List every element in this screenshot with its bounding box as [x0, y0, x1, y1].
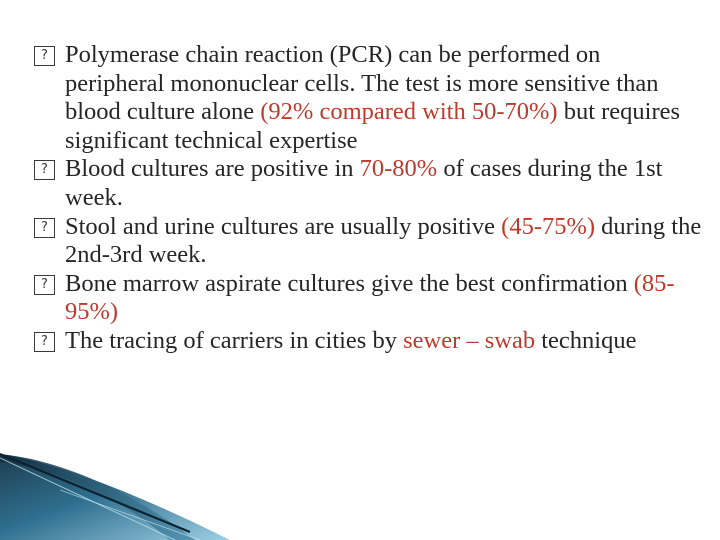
text-segment: Polymerase chain reaction (PCR) can be performed on peripheral mononuclear cells. The test is more sensitive than blood culture alone: [65, 41, 659, 126]
text-segment: Blood cultures are positive in: [65, 155, 360, 183]
corner-wave-decoration: [0, 450, 720, 540]
text-segment: of cases during the 1st week.: [65, 155, 663, 211]
bullet-item-stool-urine: [34, 213, 704, 270]
text-segment: Stool and urine cultures are usually positive: [65, 212, 502, 240]
highlighted-percentage: (45-75%): [501, 212, 596, 240]
bullet-item-bone-marrow: [34, 270, 704, 327]
text-segment: but requires significant technical expertise: [65, 98, 681, 154]
highlighted-percentage: (92% compared with 50-70%): [260, 98, 558, 126]
bullet-list: [34, 41, 704, 356]
bullet-item-blood-cultures: [34, 155, 704, 212]
text-segment: technique: [535, 326, 637, 354]
text-segment: Bone marrow aspirate cultures give the best confirmation: [65, 269, 634, 297]
text-segment: during the 2nd-3rd week.: [65, 212, 702, 269]
highlighted-term: sewer – swab: [403, 326, 536, 354]
bullet-text: [65, 327, 636, 354]
bullet-box-icon: ?: [34, 275, 55, 295]
bullet-box-icon: ?: [34, 160, 55, 180]
bullet-text: [65, 270, 675, 326]
highlighted-percentage: (85-95%): [65, 269, 675, 326]
bullet-item-pcr: [34, 41, 704, 155]
bullet-box-icon: ?: [34, 332, 55, 352]
bullet-box-icon: ?: [34, 218, 55, 238]
bullet-text: [65, 155, 662, 211]
bullet-text: [65, 213, 701, 269]
bullet-box-icon: ?: [34, 46, 55, 66]
text-segment: The tracing of carriers in cities by: [65, 326, 404, 354]
bullet-item-carriers: [34, 327, 704, 356]
bullet-text: [65, 41, 680, 154]
highlighted-percentage: 70-80%: [359, 155, 438, 183]
